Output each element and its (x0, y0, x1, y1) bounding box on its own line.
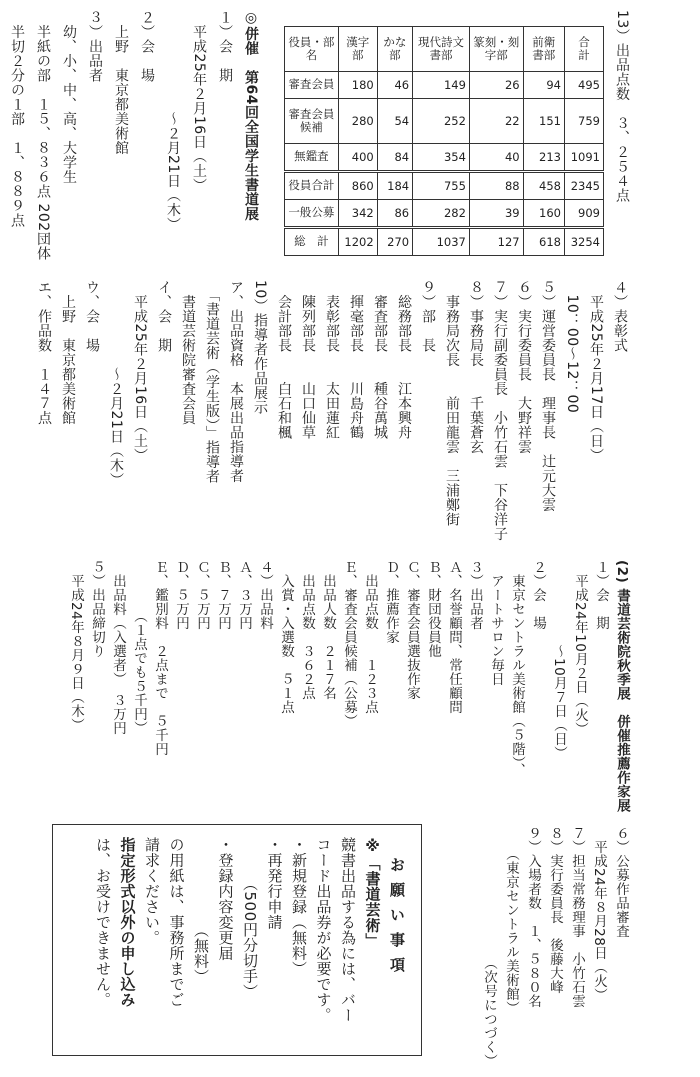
student-exhibition-section (4, 10, 264, 261)
text-line: 半紙の部 １５、８３６点 202団体 (35, 10, 51, 261)
stats-table (284, 26, 604, 256)
item-13-text: 13）出品点数 ３、２５４点 (614, 10, 630, 203)
text-line: ２）会 場 (530, 560, 546, 630)
table-row-label: 審査会員候補 (285, 98, 339, 143)
text-line: ・新規登録（無料） (290, 837, 308, 977)
table-row-label: 総 計 (285, 227, 339, 255)
autumn-exhibition-section (65, 560, 632, 812)
table-cell: 46 (377, 72, 412, 98)
text-line: 平成24年８月28日（火） (591, 826, 607, 1003)
text-line: の用紙は、事務所までご (167, 837, 186, 1008)
committee-section (32, 280, 632, 541)
text-line: 出品点数 ３６２点 (299, 560, 315, 700)
table-header-cell: 篆刻・刻字部 (469, 27, 523, 72)
text-line: ２）会 場 (139, 10, 155, 83)
table-cell: 149 (413, 72, 470, 98)
table-header-cell: かな部 (377, 27, 412, 72)
text-line: 平成24年10月２日（火） (572, 560, 588, 737)
text-line: 上野 東京都美術館 (113, 10, 129, 155)
table-cell: 400 (338, 143, 377, 171)
text-line: 東京セントラル美術館（５階）、 (509, 560, 525, 778)
text-line: Ｅ、審査会員候補（公募） (341, 560, 357, 728)
table-cell: 127 (469, 227, 523, 255)
text-line: ３）出品者 (87, 10, 103, 83)
text-line: （無料） (192, 837, 210, 985)
table-cell: 495 (564, 72, 603, 98)
table-row (285, 143, 604, 171)
table-cell: 860 (338, 171, 377, 199)
text-line: （東京セントラル美術館） (503, 826, 519, 1016)
student-exhibition-title: ◎併催 第64回全国学生書道展 (243, 10, 259, 221)
table-cell: 1091 (564, 143, 603, 171)
table-cell: 759 (564, 98, 603, 143)
notice-title: お願い事項 (388, 857, 406, 982)
text-line: ６）実行委員長 大野祥雲 (516, 280, 532, 454)
text-line: （500円分切手） (241, 837, 259, 1000)
text-line: 上野 東京都美術館 (60, 280, 76, 425)
table-cell: 213 (523, 143, 564, 171)
table-cell: 180 (338, 72, 377, 98)
table-row-label: 役員合計 (285, 171, 339, 199)
text-line: Ａ、３万円 (236, 560, 252, 630)
text-line: 10）指導者作品展示 (252, 280, 268, 415)
text-line: 揮毫部長 川島舟鶴 (348, 280, 364, 440)
text-line: 平成25年２月16日（土） (191, 10, 207, 193)
table-header-cell: 前衛書部 (523, 27, 564, 72)
text-line: ～10月７日（日） (551, 560, 567, 761)
text-line: 総務部長 江本興舟 (396, 280, 412, 440)
text-line: 表彰部長 太田蓮紅 (324, 280, 340, 440)
table-header-cell: 役員・部名 (285, 27, 339, 72)
text-line: ウ、会 場 (84, 280, 100, 353)
notice-body (91, 837, 410, 1023)
text-line: 審査部長 種谷萬城 (372, 280, 388, 440)
text-line: 競書出品する為には、バー (339, 837, 357, 1023)
text-line: ７）担当常務理事 小竹石雲 (569, 826, 585, 1008)
table-row (285, 98, 604, 143)
table-cell: 252 (413, 98, 470, 143)
table-cell: 282 (413, 199, 470, 227)
table-cell: 26 (469, 72, 523, 98)
text-line: ４）出品料 (257, 560, 273, 630)
text-line: 出品料（入選者） ３万円 (110, 560, 126, 736)
text-line: 請求ください。 (143, 837, 161, 946)
text-line: 平成25年２月17日（日） (588, 280, 604, 463)
text-line: １）会 期 (217, 10, 233, 83)
text-line: 半切２分の１部 １、８８９点 (9, 10, 25, 228)
text-line: 平成24年８月９日（木） (68, 560, 84, 733)
text-line: ・登録内容変更届 (216, 837, 235, 961)
table-cell: 40 (469, 143, 523, 171)
table-header-cell: 現代詩文書部 (413, 27, 470, 72)
text-line: ～２月21日（木） (108, 280, 124, 488)
text-line: Ｃ、審査会員選抜作家 (404, 560, 420, 700)
text-line: ５）運営委員長 理事長 辻元大雲 (540, 280, 556, 512)
text-line: は、お受けできません。 (94, 837, 112, 1008)
table-cell: 755 (413, 171, 470, 199)
text-line: （１点でも５千円） (131, 560, 147, 736)
text-line: 書道芸術院審査会員 (180, 280, 196, 425)
autumn-exhibition-title: (2) 書道芸術院秋季展 併催推薦作家展 (614, 560, 630, 813)
text-line: ５）出品締切り (89, 560, 105, 658)
text-line: アートサロン毎日 (488, 560, 504, 686)
table-cell: 86 (377, 199, 412, 227)
text-line: 平成25年２月16日（土） (132, 280, 148, 463)
text-line: ７）実行副委員長 小竹石雲 下谷洋子 (492, 280, 508, 541)
table-header-row (285, 27, 604, 72)
table-cell: 39 (469, 199, 523, 227)
table-cell: 184 (377, 171, 412, 199)
text-line: イ、会 期 (156, 280, 172, 353)
table-row (285, 199, 604, 227)
text-line: Ｄ、推薦作家 (383, 560, 399, 644)
table-row-label: 審査会員 (285, 72, 339, 98)
text-line: 事務局次長 前田龍雲 三浦鄭街 (444, 280, 460, 527)
text-line: コード出品券が必要です。 (314, 837, 333, 1023)
table-cell: 22 (469, 98, 523, 143)
text-line: Ｅ、鑑別料 ２点まで ５千円 (152, 560, 168, 756)
table-cell: 270 (377, 227, 412, 255)
text-line: ９）入場者数 １、５８０名 (525, 826, 541, 1008)
table-cell: 909 (564, 199, 603, 227)
text-line: 指定形式以外の申し込み (118, 837, 137, 1008)
text-line: Ｂ、７万円 (215, 560, 231, 630)
table-cell: 88 (469, 171, 523, 199)
table-row (285, 72, 604, 98)
text-line: 出品人数 ２１７名 (320, 560, 336, 700)
table-cell: 618 (523, 227, 564, 255)
table-cell: 280 (338, 98, 377, 143)
table-cell: 2345 (564, 171, 603, 199)
text-line: ８）事務局長 千葉蒼玄 (468, 280, 484, 454)
table-header-cell: 合 計 (564, 27, 603, 72)
text-line: 出品点数 １２３点 (362, 560, 378, 714)
table-cell: 354 (413, 143, 470, 171)
text-line: ６）公募作品審査 (613, 826, 629, 938)
text-line: Ｃ、５万円 (194, 560, 210, 630)
table-cell: 151 (523, 98, 564, 143)
table-cell: 3254 (564, 227, 603, 255)
text-line: Ｂ、財団役員他 (425, 560, 441, 658)
text-line: １）会 期 (593, 560, 609, 630)
table-row (285, 171, 604, 199)
autumn-exhibition-continued (478, 826, 632, 1068)
text-line: ８）実行委員長 後藤大峰 (547, 826, 563, 994)
text-line: ※「書道芸術」 (363, 837, 382, 949)
text-line: ３）出品者 (467, 560, 483, 630)
text-line: Ｄ、５万円 (173, 560, 189, 630)
text-line: ・再発行申請 (265, 837, 284, 930)
text-line: エ、作品数 １４７点 (36, 280, 52, 425)
table-cell: 458 (523, 171, 564, 199)
text-line: 陳列部長 山口仙草 (300, 280, 316, 440)
text-line: ～２月21日（木） (165, 10, 181, 232)
text-line: ９）部 長 (420, 280, 436, 353)
table-row-label: 一般公募 (285, 199, 339, 227)
text-line: 会計部長 白石和楓 (276, 280, 292, 440)
table-row (285, 227, 604, 255)
table-cell: 1202 (338, 227, 377, 255)
text-line: 「書道芸術（学生版）」指導者 (204, 280, 220, 484)
table-cell: 94 (523, 72, 564, 98)
table-header-cell: 漢字部 (338, 27, 377, 72)
text-line: 幼、小、中、高、大学生 (61, 10, 77, 184)
text-line: 入賞・入選数 ５１点 (278, 560, 294, 714)
table-cell: 54 (377, 98, 412, 143)
text-line: ア、出品資格 本展出品指導者 (228, 280, 244, 483)
table-cell: 160 (523, 199, 564, 227)
text-line: ４）表彰式 (612, 280, 628, 353)
table-cell: 84 (377, 143, 412, 171)
table-cell: 1037 (413, 227, 470, 255)
continued-note: （次号につづく） (481, 956, 497, 1068)
text-line: 10：00～12：00 (564, 280, 580, 414)
table-cell: 342 (338, 199, 377, 227)
notice-box (52, 824, 422, 1056)
table-row-label: 無鑑査 (285, 143, 339, 171)
text-line: Ａ、名誉顧問、常任顧問 (446, 560, 462, 714)
item-13-column (612, 10, 632, 203)
